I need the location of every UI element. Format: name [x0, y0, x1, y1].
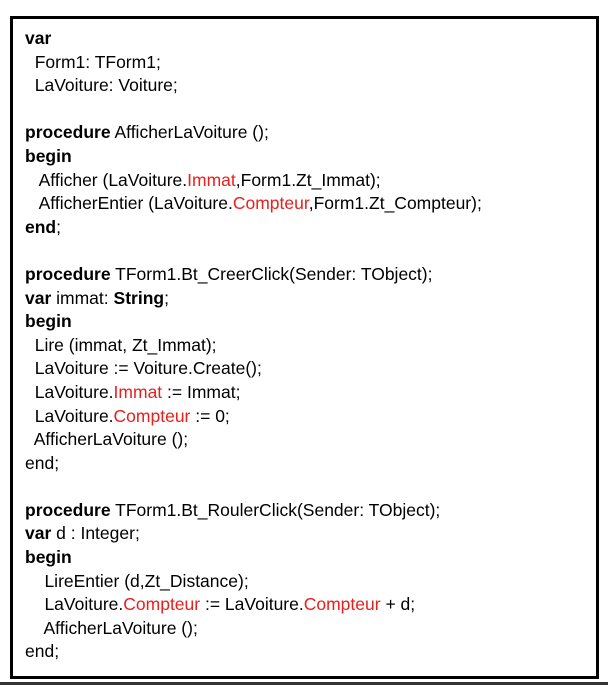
code-token: LaVoiture: Voiture; — [25, 75, 178, 96]
code-token: := LaVoiture. — [200, 594, 304, 615]
keyword-token: begin — [25, 547, 72, 568]
code-line — [25, 570, 588, 594]
code-token: Afficher (LaVoiture. — [25, 169, 188, 190]
code-line — [25, 546, 588, 570]
blank-line — [25, 239, 588, 263]
keyword-token: String — [113, 287, 165, 308]
code-line — [25, 310, 588, 334]
code-token: AfficherLaVoiture (); — [25, 429, 189, 450]
code-token: AfficherEntier (LaVoiture. — [25, 193, 233, 214]
attribute-token: Immat — [187, 169, 236, 190]
code-listing — [25, 27, 588, 664]
code-line — [25, 405, 588, 429]
code-token: ,Form1.Zt_Compteur); — [308, 193, 482, 214]
keyword-token: procedure — [25, 499, 111, 520]
code-listing-frame — [10, 16, 599, 679]
code-line — [25, 192, 588, 216]
code-line — [25, 169, 588, 193]
code-token: Lire (immat, Zt_Immat); — [25, 334, 217, 355]
keyword-token: var — [25, 28, 52, 48]
bottom-rule — [0, 682, 608, 685]
code-token: d : Integer; — [51, 523, 140, 544]
keyword-token: procedure — [25, 263, 111, 284]
code-line — [25, 617, 588, 641]
blank-line — [25, 98, 588, 122]
code-line — [25, 428, 588, 452]
code-token: Form1: TForm1; — [25, 51, 161, 72]
code-line — [25, 381, 588, 405]
code-token: end; — [25, 641, 60, 662]
attribute-token: Compteur — [113, 405, 191, 426]
keyword-token: begin — [25, 311, 72, 332]
keyword-token: var — [25, 287, 52, 308]
code-line — [25, 357, 588, 381]
attribute-token: Compteur — [303, 594, 381, 615]
keyword-token: begin — [25, 145, 72, 166]
code-line — [25, 499, 588, 523]
code-token: end; — [25, 452, 60, 473]
code-line — [25, 522, 588, 546]
code-token: TForm1.Bt_CreerClick(Sender: TObject); — [110, 263, 433, 284]
code-token: LaVoiture. — [25, 381, 114, 402]
code-token: LaVoiture := Voiture.Create(); — [25, 358, 262, 379]
keyword-token: procedure — [25, 122, 111, 143]
code-line — [25, 263, 588, 287]
code-token: ; — [164, 287, 169, 308]
code-line — [25, 27, 588, 51]
code-token: LaVoiture. — [25, 405, 114, 426]
code-token: AfficherLaVoiture (); — [25, 617, 198, 638]
attribute-token: Immat — [113, 381, 163, 402]
keyword-token: var — [25, 523, 52, 544]
code-token: AfficherLaVoiture (); — [110, 122, 269, 143]
code-line — [25, 121, 588, 145]
code-token: := 0; — [190, 405, 230, 426]
code-token: := Immat; — [162, 381, 241, 402]
code-token: ,Form1.Zt_Immat); — [235, 169, 381, 190]
code-line — [25, 593, 588, 617]
code-line — [25, 452, 588, 476]
code-line — [25, 640, 588, 664]
blank-line — [25, 475, 588, 499]
code-line — [25, 216, 588, 240]
code-token: LaVoiture. — [25, 594, 124, 615]
code-token: LireEntier (d,Zt_Distance); — [25, 570, 249, 591]
code-token: + d; — [380, 594, 416, 615]
code-token: immat: — [51, 287, 114, 308]
code-token: ; — [56, 216, 61, 237]
code-token: TForm1.Bt_RoulerClick(Sender: TObject); — [110, 499, 441, 520]
code-line — [25, 74, 588, 98]
attribute-token: Compteur — [232, 193, 309, 214]
code-line — [25, 145, 588, 169]
keyword-token: end — [25, 216, 57, 237]
attribute-token: Compteur — [123, 594, 201, 615]
code-line — [25, 287, 588, 311]
code-line — [25, 51, 588, 75]
code-line — [25, 334, 588, 358]
